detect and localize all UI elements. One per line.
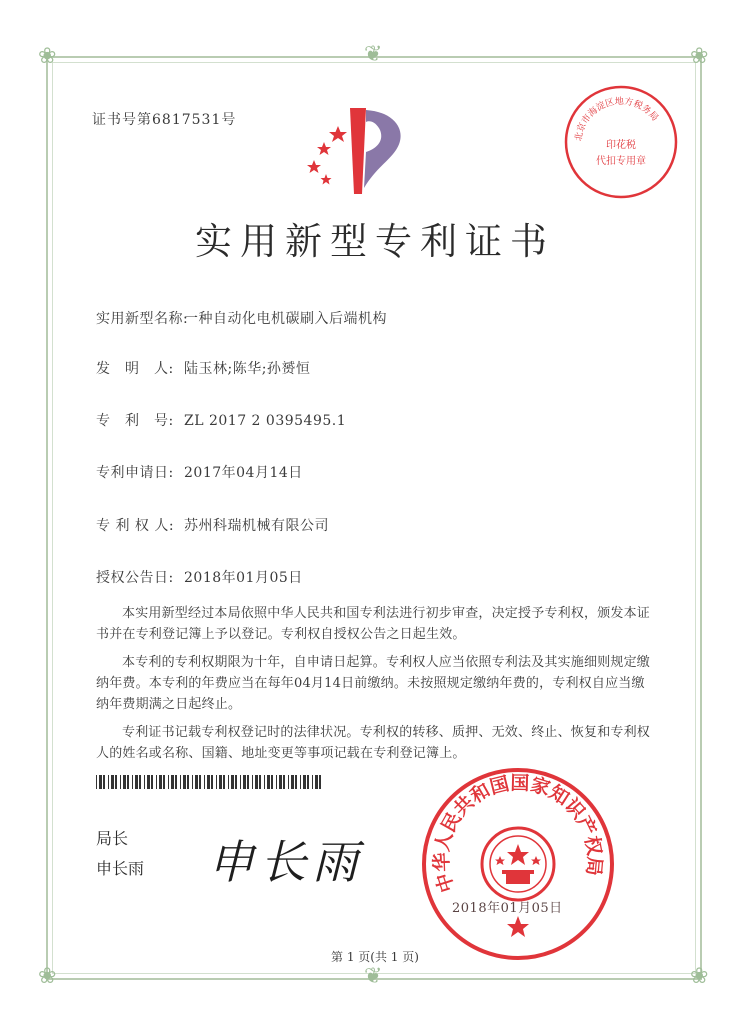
director-name: 申长雨 <box>96 859 145 878</box>
field-value: ZL 2017 2 0395495.1 <box>184 413 347 429</box>
barcode-bar <box>111 775 114 789</box>
field-label: 授权公告日: <box>96 570 174 586</box>
director-title: 局长 <box>96 829 129 848</box>
barcode-bar <box>288 775 289 789</box>
barcode-bar <box>151 775 153 789</box>
field-label: 专利申请日: <box>96 465 174 481</box>
barcode-bar <box>295 775 297 789</box>
field-grant-date <box>96 567 303 587</box>
barcode-bar <box>252 775 253 789</box>
certificate-title: 实用新型专利证书 <box>195 220 555 263</box>
barcode-bar <box>180 775 181 789</box>
barcode-bar <box>235 775 237 789</box>
field-label: 专 利 号: <box>96 413 174 429</box>
field-utility-model-name <box>96 308 387 328</box>
corner-seal-line2: 代扣专用章 <box>596 156 646 167</box>
field-inventors <box>96 358 310 378</box>
barcode-bar <box>144 775 145 789</box>
ornament-top-right: ❀ <box>690 44 709 69</box>
page-number: 第 1 页(共 1 页) <box>331 950 419 964</box>
barcode-bar <box>291 775 294 789</box>
barcode-bar <box>204 775 205 789</box>
barcode-bar <box>315 775 318 789</box>
barcode-bar <box>96 775 97 789</box>
barcode-bar <box>216 775 217 789</box>
ornament-top-left: ❀ <box>38 44 57 69</box>
field-value: 苏州科瑞机械有限公司 <box>184 518 329 534</box>
barcode-bar <box>303 775 306 789</box>
barcode-bar <box>267 775 270 789</box>
barcode-bar <box>312 775 313 789</box>
national-seal-arc-text: 中华人民共和国国家知识产权局 <box>430 772 606 895</box>
field-label: 实用新型名称: <box>96 311 189 327</box>
barcode-bar <box>120 775 121 789</box>
corner-seal-line1: 印花税 <box>606 140 636 151</box>
barcode-bar <box>147 775 150 789</box>
svg-text:北京市海淀区地方税务局 <box>572 95 660 142</box>
barcode-bar <box>123 775 126 789</box>
barcode-bar <box>187 775 189 789</box>
barcode-bar <box>99 775 102 789</box>
field-label: 发 明 人: <box>96 361 174 377</box>
field-value: 一种自动化电机碳刷入后端机构 <box>184 311 387 327</box>
barcode-bar <box>211 775 213 789</box>
barcode-bar <box>276 775 277 789</box>
national-ip-office-seal <box>418 764 618 964</box>
field-value: 2017年04月14日 <box>184 465 303 481</box>
seal-date: 2018年01月05日 <box>452 901 563 916</box>
barcode-bar <box>231 775 234 789</box>
barcode-bar <box>243 775 246 789</box>
director-signature <box>200 820 385 900</box>
barcode-bar <box>159 775 162 789</box>
barcode-bar <box>127 775 129 789</box>
seal-star-icon <box>507 916 529 937</box>
national-emblem-icon <box>482 828 554 900</box>
barcode-bar <box>207 775 210 789</box>
ornament-bottom-right: ❀ <box>690 964 709 989</box>
barcode-bar <box>135 775 138 789</box>
field-application-date <box>96 462 303 482</box>
barcode-bar <box>175 775 177 789</box>
barcode-bar <box>168 775 169 789</box>
barcode-bar <box>279 775 282 789</box>
body-paragraph: 专利证书记载专利权登记时的法律状况。专利权的转移、质押、无效、终止、恢复和专利权人的姓名或名称、国籍、地址变更等事项记载在专利登记簿上。 <box>96 725 651 761</box>
barcode-bar <box>300 775 301 789</box>
barcode-bar <box>283 775 285 789</box>
barcode-bar <box>247 775 249 789</box>
barcode-bar <box>240 775 241 789</box>
barcode-bar <box>199 775 201 789</box>
barcode-bar <box>195 775 198 789</box>
barcode-bar <box>183 775 186 789</box>
field-value: 陆玉林;陈华;孙赟恒 <box>184 361 311 377</box>
barcode-bar <box>108 775 109 789</box>
barcode-bar <box>255 775 258 789</box>
barcode-bar <box>259 775 261 789</box>
patent-office-emblem-icon <box>296 102 426 198</box>
signature-text: 申长雨 <box>208 835 364 889</box>
barcode-bar <box>132 775 133 789</box>
barcode-bar <box>139 775 141 789</box>
barcode-bar <box>319 775 321 789</box>
ornament-bottom-left: ❀ <box>38 964 57 989</box>
ornament-bottom-center: ❦ <box>364 964 383 989</box>
tax-stamp-seal <box>561 82 681 202</box>
body-paragraph: 本实用新型经过本局依照中华人民共和国专利法进行初步审查，决定授予专利权，颁发本证书并在专利登记簿上予以登记。专利权自授权公告之日起生效。 <box>96 606 651 642</box>
barcode-bar <box>228 775 229 789</box>
barcode-bar <box>171 775 174 789</box>
barcode <box>96 775 322 789</box>
barcode-bar <box>223 775 225 789</box>
barcode-bar <box>103 775 105 789</box>
barcode-bar <box>271 775 273 789</box>
barcode-bar <box>264 775 265 789</box>
corner-seal-arc-text: 北京市海淀区地方税务局 <box>573 96 660 142</box>
barcode-bar <box>219 775 222 789</box>
ornament-top-center: ❦ <box>364 42 383 67</box>
barcode-bar <box>163 775 165 789</box>
barcode-bar <box>156 775 157 789</box>
certificate-number: 证书号第6817531号 <box>92 112 237 128</box>
barcode-bar <box>115 775 117 789</box>
field-patentee <box>96 515 329 535</box>
field-label: 专 利 权 人: <box>96 518 175 534</box>
barcode-bar <box>307 775 309 789</box>
certificate-body <box>96 603 651 771</box>
field-value: 2018年01月05日 <box>184 570 303 586</box>
barcode-bar <box>192 775 193 789</box>
body-paragraph: 本专利的专利权期限为十年，自申请日起算。专利权人应当依照专利法及其实施细则规定缴纳年费。本专利的年费应当在每年04月14日前缴纳。未按照规定缴纳年费的，专利权自应当缴纳年费期满之日起终止。 <box>96 655 651 712</box>
field-patent-number <box>96 410 346 430</box>
